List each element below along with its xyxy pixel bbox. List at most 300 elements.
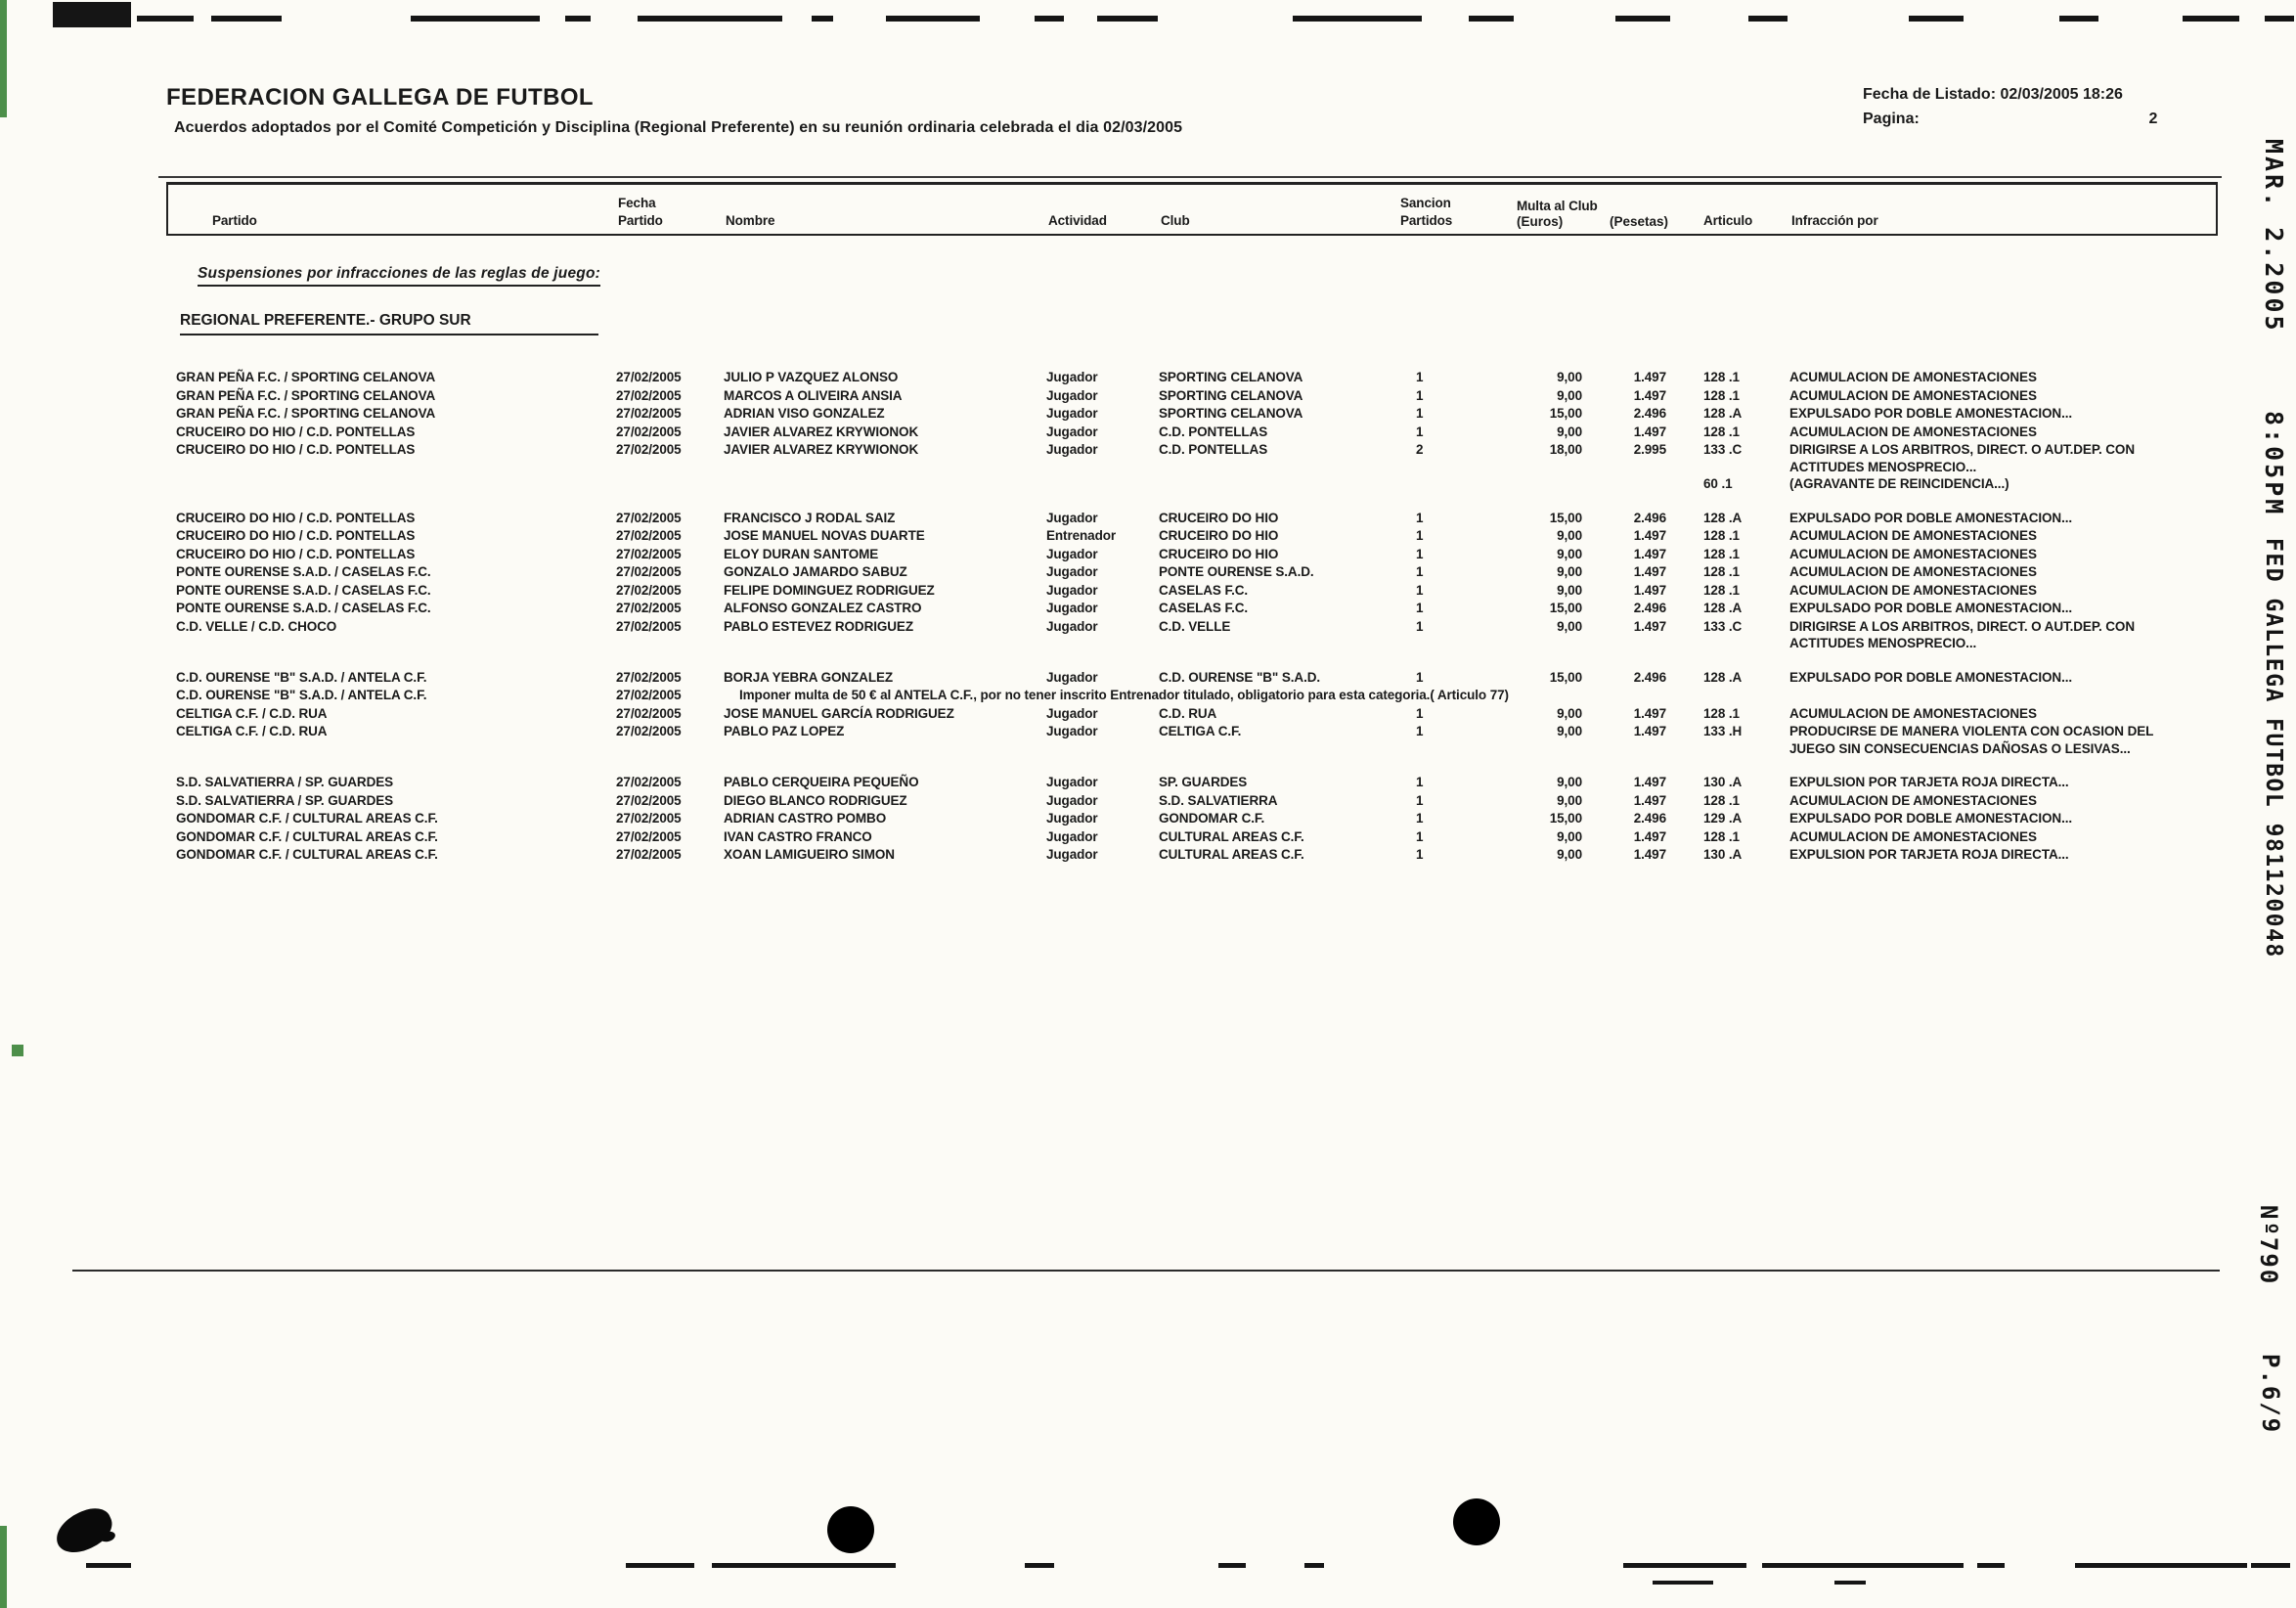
cell-partido [166, 510, 616, 527]
cell-infraccion [1789, 510, 2218, 527]
cell-articulo [1701, 441, 1789, 493]
cell-actividad [1046, 405, 1159, 423]
sanction-row [166, 582, 2218, 600]
cell-actividad [1046, 369, 1159, 386]
cell-club [1159, 792, 1398, 810]
sanction-note-row [166, 687, 2218, 704]
cell-line: 9,00 [1557, 387, 1582, 403]
sanction-row [166, 424, 2218, 441]
cell-line: 128 .1 [1703, 546, 1740, 561]
cell-articulo [1701, 582, 1789, 600]
cell-line: 27/02/2005 [616, 387, 682, 403]
fax-stamp-date: MAR. 2.2005 [2260, 139, 2288, 334]
cell-line: 27/02/2005 [616, 618, 682, 634]
cell-euros [1511, 792, 1604, 810]
cell-pesetas [1604, 563, 1701, 581]
fax-noise-mark [1615, 16, 1670, 22]
cell-line: 2.496 [1633, 669, 1666, 685]
fax-noise-mark [1097, 16, 1158, 22]
cell-line: 9,00 [1557, 705, 1582, 721]
fax-noise-mark [0, 0, 7, 117]
cell-sancion [1398, 546, 1511, 563]
fax-noise-mark [1304, 1563, 1324, 1568]
cell-line: Entrenador [1046, 528, 1117, 543]
cell-pesetas [1604, 846, 1701, 864]
cell-line: 27/02/2005 [616, 847, 682, 862]
cell-line: 9,00 [1557, 724, 1582, 738]
fax-noise-mark [2075, 1563, 2247, 1568]
cell-fecha [616, 527, 724, 545]
cell-club [1159, 405, 1398, 423]
cell-line: 1.497 [1633, 528, 1666, 543]
cell-pesetas [1604, 441, 1701, 493]
sanction-row [166, 527, 2218, 545]
cell-club [1159, 424, 1398, 441]
cell-line: CRUCEIRO DO HIO [1159, 546, 1279, 561]
cell-line: BORJA YEBRA GONZALEZ [724, 669, 894, 685]
cell-actividad [1046, 546, 1159, 563]
fax-noise-mark [712, 1563, 896, 1568]
cell-fecha [616, 387, 724, 405]
cell-line: ACTITUDES MENOSPRECIO... [1789, 459, 1977, 474]
cell-line: S.D. SALVATIERRA / SP. GUARDES [176, 792, 394, 808]
cell-line: 9,00 [1557, 775, 1582, 789]
cell-line: 9,00 [1557, 618, 1582, 634]
cell-articulo [1701, 405, 1789, 423]
cell-fecha [616, 669, 724, 687]
cell-line: ACUMULACION DE AMONESTACIONES [1789, 564, 2037, 579]
cell-fecha [616, 546, 724, 563]
cell-line: DIRIGIRSE A LOS ARBITROS, DIRECT. O AUT.DEP. CON [1789, 618, 2135, 634]
cell-line: 1.497 [1633, 847, 1666, 862]
pagina-value: 2 [2148, 111, 2158, 127]
cell-actividad [1046, 810, 1159, 827]
cell-infraccion [1789, 669, 2218, 687]
cell-nombre [724, 669, 1046, 687]
cell-line: 128 .A [1703, 601, 1743, 615]
cell-pesetas [1604, 582, 1701, 600]
cell-line: 1.497 [1633, 792, 1666, 808]
cell-sancion [1398, 846, 1511, 864]
fax-noise-mark [211, 16, 282, 22]
table-rows [166, 369, 2218, 864]
cell-line: Jugador [1046, 510, 1098, 525]
cell-sancion [1398, 792, 1511, 810]
cell-line: GONDOMAR C.F. / CULTURAL AREAS C.F. [176, 828, 438, 844]
cell-line: 2.496 [1633, 510, 1666, 525]
cell-club [1159, 582, 1398, 600]
cell-line: 9,00 [1557, 528, 1582, 543]
cell-line: C.D. PONTELLAS [1159, 424, 1268, 439]
cell-line: PABLO ESTEVEZ RODRIGUEZ [724, 618, 913, 634]
cell-line: Jugador [1046, 564, 1098, 579]
sanction-row [166, 369, 2218, 386]
fax-noise-mark [886, 16, 980, 22]
fax-noise-mark [86, 1563, 131, 1568]
cell-line: 1 [1416, 387, 1424, 403]
cell-pesetas [1604, 369, 1701, 386]
fax-noise-mark [411, 16, 540, 22]
cell-club [1159, 828, 1398, 846]
col-header-label: Partidos [1400, 212, 1453, 228]
fecha-listado-value: 02/03/2005 18:26 [2000, 86, 2123, 103]
cell-line: CULTURAL AREAS C.F. [1159, 828, 1304, 844]
fax-noise-mark [1623, 1563, 1746, 1568]
cell-line: 128 .A [1703, 510, 1743, 525]
cell-infraccion [1789, 405, 2218, 423]
col-header-label: Fecha [618, 196, 656, 210]
cell-line: JAVIER ALVAREZ KRYWIONOK [724, 424, 919, 439]
cell-line: CELTIGA C.F. / C.D. RUA [176, 705, 328, 721]
cell-line: ACUMULACION DE AMONESTACIONES [1789, 370, 2037, 384]
cell-line: ACTITUDES MENOSPRECIO... [1789, 636, 1977, 650]
cell-partido [166, 387, 616, 405]
cell-articulo [1701, 546, 1789, 563]
cell-line: GRAN PEÑA F.C. / SPORTING CELANOVA [176, 387, 436, 403]
cell-line: 128 .1 [1703, 705, 1740, 721]
col-header-nombre [726, 212, 1048, 230]
cell-line: 27/02/2005 [616, 705, 682, 721]
cell-pesetas [1604, 810, 1701, 827]
cell-line: ACUMULACION DE AMONESTACIONES [1789, 424, 2037, 439]
cell-line: EXPULSION POR TARJETA ROJA DIRECTA... [1789, 775, 2069, 789]
cell-pesetas [1604, 527, 1701, 545]
pagina-label: Pagina: [1863, 111, 1920, 127]
cell-line: PABLO PAZ LOPEZ [724, 724, 845, 738]
cell-line: 27/02/2005 [616, 424, 682, 439]
cell-line: (AGRAVANTE DE REINCIDENCIA...) [1789, 476, 2009, 491]
cell-line: Jugador [1046, 546, 1098, 561]
cell-fecha [616, 563, 724, 581]
cell-line: ADRIAN CASTRO POMBO [724, 811, 887, 826]
cell-line: 128 .A [1703, 406, 1743, 421]
cell-line: 9,00 [1557, 424, 1582, 439]
cell-line: 1 [1416, 601, 1424, 615]
pagina-line [1863, 111, 2157, 128]
cell-euros [1511, 387, 1604, 405]
cell-partido [166, 424, 616, 441]
cell-line: 1.497 [1633, 705, 1666, 721]
cell-articulo [1701, 723, 1789, 757]
fax-noise-mark [53, 2, 131, 27]
cell-line: MARCOS A OLIVEIRA ANSIA [724, 387, 903, 403]
cell-infraccion [1789, 600, 2218, 617]
cell-actividad [1046, 424, 1159, 441]
cell-euros [1511, 527, 1604, 545]
sanction-row [166, 774, 2218, 791]
cell-club [1159, 387, 1398, 405]
sanction-row [166, 387, 2218, 405]
col-header-label: Partido [212, 212, 257, 228]
col-header-label: Multa al Club [1517, 198, 1598, 213]
cell-line: 18,00 [1549, 442, 1582, 457]
cell-line: 27/02/2005 [616, 688, 682, 702]
cell-note [724, 687, 2218, 704]
cell-line: 1.497 [1633, 618, 1666, 634]
cell-infraccion [1789, 387, 2218, 405]
cell-infraccion [1789, 705, 2218, 723]
fax-noise-mark [1748, 16, 1788, 22]
fax-noise-mark [565, 16, 591, 22]
cell-euros [1511, 846, 1604, 864]
cell-line: 27/02/2005 [616, 510, 682, 525]
cell-nombre [724, 546, 1046, 563]
cell-line: 27/02/2005 [616, 442, 682, 457]
fax-noise-mark [1469, 16, 1514, 22]
cell-line: 27/02/2005 [616, 406, 682, 421]
cell-line: 130 .A [1703, 775, 1743, 789]
cell-infraccion [1789, 723, 2218, 757]
col-header-label: Club [1161, 212, 1190, 228]
cell-actividad [1046, 792, 1159, 810]
cell-line: 1 [1416, 564, 1424, 579]
cell-line: PONTE OURENSE S.A.D. [1159, 564, 1314, 579]
cell-euros [1511, 546, 1604, 563]
cell-partido [166, 828, 616, 846]
cell-line: 2 [1416, 442, 1424, 457]
cell-articulo [1701, 846, 1789, 864]
cell-sancion [1398, 387, 1511, 405]
cell-line: 1.497 [1633, 775, 1666, 789]
sanction-row [166, 441, 2218, 493]
fax-noise-mark [1293, 16, 1422, 22]
cell-sancion [1398, 527, 1511, 545]
cell-sancion [1398, 828, 1511, 846]
cell-line: 1 [1416, 792, 1424, 808]
cell-line: CELTIGA C.F. / C.D. RUA [176, 724, 328, 738]
cell-fecha [616, 846, 724, 864]
cell-line: 9,00 [1557, 546, 1582, 561]
section-heading-wrap [198, 265, 2218, 287]
cell-pesetas [1604, 600, 1701, 617]
cell-line: Jugador [1046, 618, 1098, 634]
cell-line: 1.497 [1633, 564, 1666, 579]
cell-line: C.D. OURENSE "B" S.A.D. / ANTELA C.F. [176, 688, 427, 702]
fax-noise-mark [2265, 16, 2294, 22]
group-heading: REGIONAL PREFERENTE.- GRUPO SUR [180, 312, 598, 335]
cell-line: 15,00 [1549, 601, 1582, 615]
cell-articulo [1701, 527, 1789, 545]
sanction-row [166, 546, 2218, 563]
cell-club [1159, 527, 1398, 545]
sanction-row [166, 846, 2218, 864]
cell-line: 1 [1416, 775, 1424, 789]
cell-line: 1 [1416, 528, 1424, 543]
cell-sancion [1398, 774, 1511, 791]
cell-euros [1511, 810, 1604, 827]
cell-line: EXPULSION POR TARJETA ROJA DIRECTA... [1789, 847, 2069, 862]
cell-club [1159, 810, 1398, 827]
cell-infraccion [1789, 582, 2218, 600]
cell-line: FRANCISCO J RODAL SAIZ [724, 510, 896, 525]
cell-line: 1 [1416, 847, 1424, 862]
fax-stamp-sender: FED GALLEGA FUTBOL 981120048 [2261, 538, 2286, 959]
cell-partido [166, 723, 616, 757]
cell-articulo [1701, 424, 1789, 441]
cell-line: 129 .A [1703, 811, 1743, 826]
cell-pesetas [1604, 669, 1701, 687]
cell-line: 1.497 [1633, 370, 1666, 384]
cell-line: PONTE OURENSE S.A.D. / CASELAS F.C. [176, 564, 431, 579]
cell-actividad [1046, 723, 1159, 757]
fecha-listado-label: Fecha de Listado: [1863, 86, 1997, 103]
cell-line: EXPULSADO POR DOBLE AMONESTACION... [1789, 406, 2073, 421]
cell-pesetas [1604, 546, 1701, 563]
cell-actividad [1046, 563, 1159, 581]
cell-partido [166, 405, 616, 423]
cell-nombre [724, 723, 1046, 757]
table-header [166, 182, 2218, 236]
cell-partido [166, 687, 616, 704]
hole-punch-mark [827, 1506, 874, 1553]
cell-line: 1.497 [1633, 828, 1666, 844]
cell-line: 27/02/2005 [616, 669, 682, 685]
cell-line: PONTE OURENSE S.A.D. / CASELAS F.C. [176, 601, 431, 615]
cell-line: 1 [1416, 406, 1424, 421]
cell-articulo [1701, 705, 1789, 723]
cell-sancion [1398, 600, 1511, 617]
cell-line: CELTIGA C.F. [1159, 724, 1242, 738]
cell-pesetas [1604, 792, 1701, 810]
fax-noise-mark [2251, 1563, 2290, 1568]
cell-line: 1 [1416, 669, 1424, 685]
cell-line: PRODUCIRSE DE MANERA VIOLENTA CON OCASION DEL [1789, 724, 2154, 738]
cell-partido [166, 618, 616, 652]
cell-club [1159, 600, 1398, 617]
cell-articulo [1701, 828, 1789, 846]
cell-line: 27/02/2005 [616, 775, 682, 789]
cell-line: EXPULSADO POR DOBLE AMONESTACION... [1789, 811, 2073, 826]
col-header-label: Nombre [726, 212, 775, 228]
cell-club [1159, 774, 1398, 791]
cell-line: 128 .1 [1703, 528, 1740, 543]
fax-noise-mark [1977, 1563, 2005, 1568]
cell-line: CRUCEIRO DO HIO / C.D. PONTELLAS [176, 442, 416, 457]
cell-nombre [724, 582, 1046, 600]
cell-line: C.D. OURENSE "B" S.A.D. [1159, 669, 1321, 685]
cell-line: 128 .1 [1703, 828, 1740, 844]
cell-euros [1511, 582, 1604, 600]
cell-euros [1511, 774, 1604, 791]
cell-infraccion [1789, 546, 2218, 563]
sanction-row [166, 405, 2218, 423]
cell-line: GONDOMAR C.F. [1159, 811, 1265, 826]
cell-line: SPORTING CELANOVA [1159, 370, 1303, 384]
col-header-label: Infracción por [1791, 212, 1878, 228]
cell-nombre [724, 705, 1046, 723]
document-header [166, 84, 2218, 137]
cell-line: Jugador [1046, 387, 1098, 403]
cell-line: 1 [1416, 510, 1424, 525]
sanction-row [166, 723, 2218, 757]
cell-line: 27/02/2005 [616, 724, 682, 738]
cell-fecha [616, 618, 724, 652]
cell-line: 128 .A [1703, 669, 1743, 685]
col-header-euros: (Euros) [1517, 214, 1564, 229]
cell-line: SPORTING CELANOVA [1159, 387, 1303, 403]
cell-sancion [1398, 582, 1511, 600]
cell-fecha [616, 828, 724, 846]
fax-page-separator-line [72, 1270, 2220, 1272]
cell-line: Jugador [1046, 669, 1098, 685]
cell-partido [166, 810, 616, 827]
cell-line: 1 [1416, 370, 1424, 384]
cell-pesetas [1604, 424, 1701, 441]
cell-line: DIEGO BLANCO RODRIGUEZ [724, 792, 907, 808]
cell-club [1159, 441, 1398, 493]
col-header-partido [168, 212, 618, 230]
cell-club [1159, 369, 1398, 386]
cell-line: Jugador [1046, 705, 1098, 721]
cell-line: ALFONSO GONZALEZ CASTRO [724, 601, 922, 615]
cell-line: 15,00 [1549, 406, 1582, 421]
cell-line: 1 [1416, 546, 1424, 561]
cell-line: 1 [1416, 811, 1424, 826]
cell-line: 128 .1 [1703, 387, 1740, 403]
cell-line: Jugador [1046, 370, 1098, 384]
cell-line: JOSE MANUEL GARCÍA RODRIGUEZ [724, 705, 954, 721]
cell-actividad [1046, 582, 1159, 600]
cell-line: Jugador [1046, 792, 1098, 808]
fax-noise-mark [1218, 1563, 1246, 1568]
cell-euros [1511, 669, 1604, 687]
fax-noise-mark [1909, 16, 1964, 22]
fax-stamp-number: Nº790 [2255, 1205, 2282, 1286]
cell-line: Jugador [1046, 828, 1098, 844]
col-header-sancion-partidos [1400, 195, 1513, 229]
cell-line: GRAN PEÑA F.C. / SPORTING CELANOVA [176, 370, 436, 384]
cell-line: Jugador [1046, 406, 1098, 421]
cell-line: ELOY DURAN SANTOME [724, 546, 879, 561]
col-header-actividad [1048, 212, 1161, 230]
group-heading-wrap [180, 312, 2218, 335]
cell-line: ACUMULACION DE AMONESTACIONES [1789, 546, 2037, 561]
cell-actividad [1046, 618, 1159, 652]
cell-line: 128 .1 [1703, 582, 1740, 598]
cell-articulo [1701, 669, 1789, 687]
cell-fecha [616, 792, 724, 810]
cell-partido [166, 582, 616, 600]
fax-noise-mark [12, 1045, 23, 1056]
col-header-articulo [1703, 212, 1791, 230]
cell-actividad [1046, 600, 1159, 617]
cell-line: 15,00 [1549, 669, 1582, 685]
cell-line: IVAN CASTRO FRANCO [724, 828, 872, 844]
sanction-row [166, 563, 2218, 581]
cell-club [1159, 723, 1398, 757]
cell-partido [166, 527, 616, 545]
cell-line: C.D. PONTELLAS [1159, 442, 1268, 457]
cell-line: 2.496 [1633, 811, 1666, 826]
cell-infraccion [1789, 846, 2218, 864]
sanction-row [166, 669, 2218, 687]
cell-articulo [1701, 369, 1789, 386]
cell-pesetas [1604, 405, 1701, 423]
cell-line: ADRIAN VISO GONZALEZ [724, 406, 885, 421]
cell-actividad [1046, 510, 1159, 527]
fax-noise-mark [1834, 1581, 1866, 1585]
cell-line: 133 .H [1703, 724, 1743, 738]
cell-club [1159, 669, 1398, 687]
cell-actividad [1046, 774, 1159, 791]
cell-euros [1511, 510, 1604, 527]
cell-partido [166, 600, 616, 617]
cell-line: 1.497 [1633, 724, 1666, 738]
cell-fecha [616, 810, 724, 827]
cell-club [1159, 546, 1398, 563]
cell-actividad [1046, 387, 1159, 405]
fax-noise-mark [2183, 16, 2239, 22]
